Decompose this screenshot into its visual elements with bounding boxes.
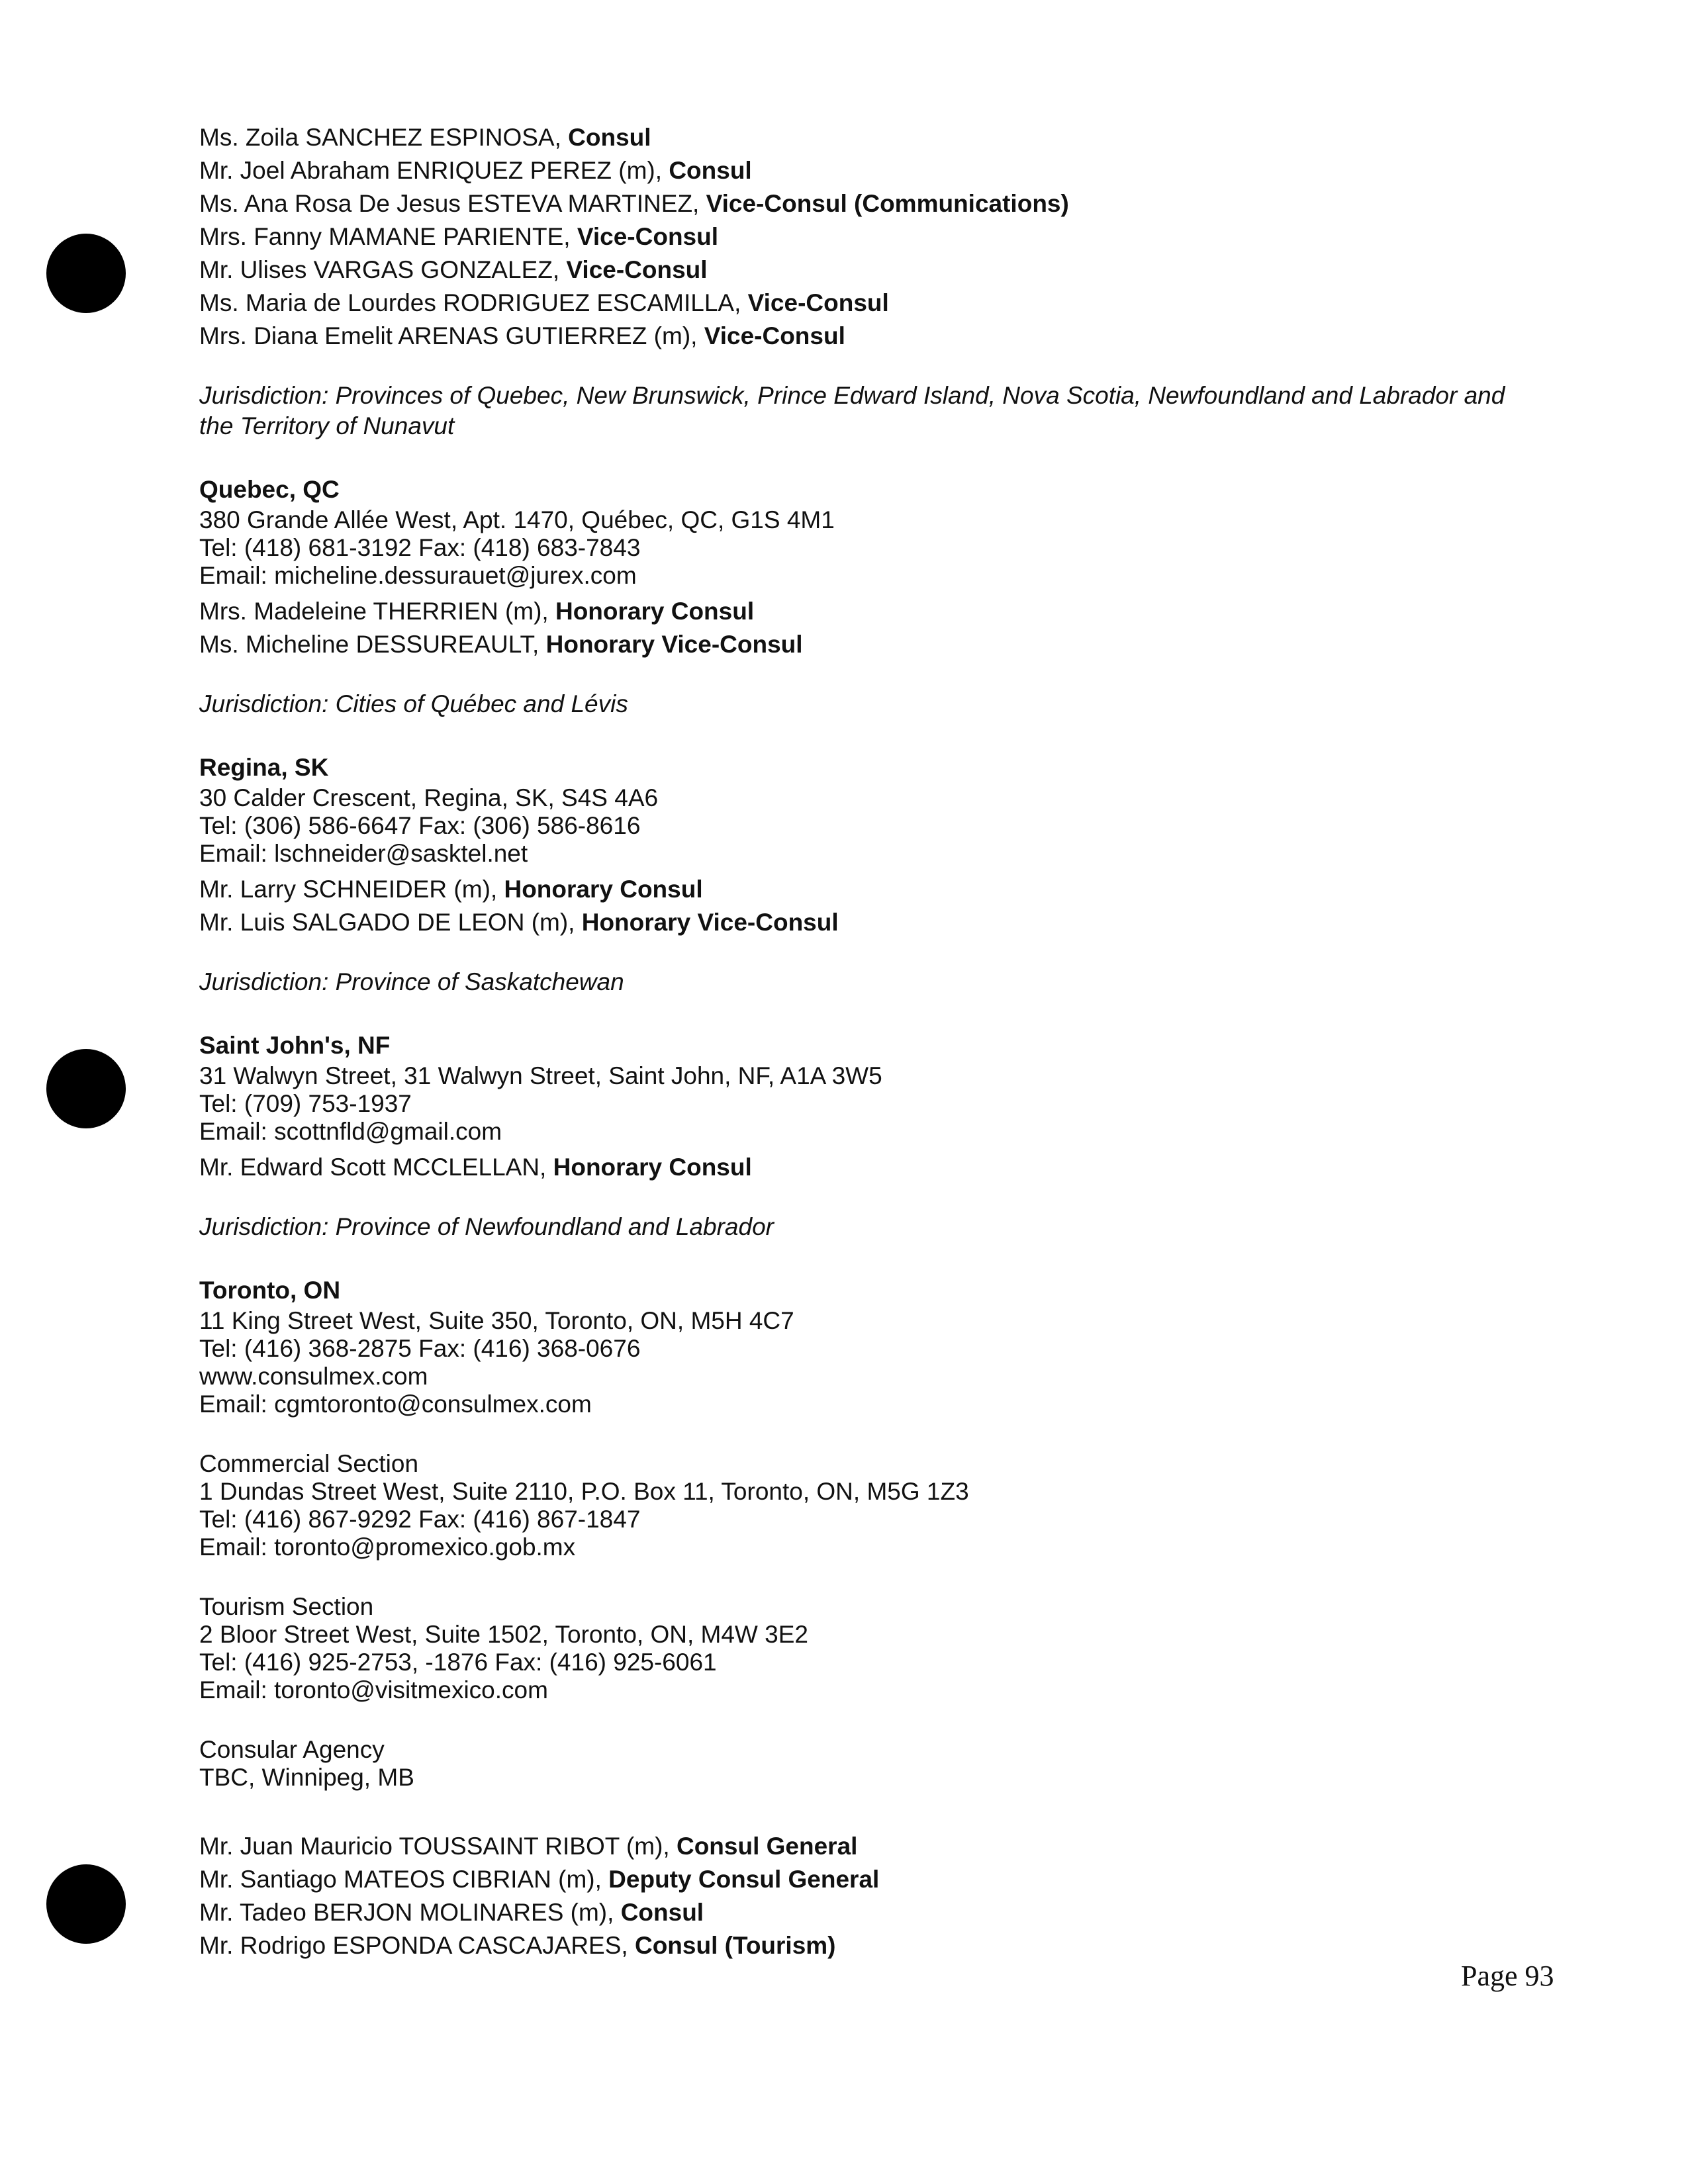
office-website: www.consulmex.com [199,1363,428,1390]
office-city-heading: Quebec, QC [199,476,340,503]
staff-entry: Mr. Ulises VARGAS GONZALEZ, Vice-Consul [199,256,708,283]
document-body [199,121,1523,1962]
jurisdiction-note: Jurisdiction: Province of Saskatchewan [199,968,624,995]
office-quebec [199,473,1523,719]
office-saint-johns [199,1029,1523,1242]
staff-entry: Mr. Rodrigo ESPONDA CASCAJARES, Consul (Tourism) [199,1932,836,1959]
office-phone: Tel: (709) 753-1937 [199,1090,412,1117]
punch-hole [46,1049,126,1128]
jurisdiction-note: Jurisdiction: Province of Newfoundland and Labrador [199,1213,774,1240]
office-city-heading: Regina, SK [199,754,329,781]
staff-entry: Ms. Maria de Lourdes RODRIGUEZ ESCAMILLA, Vice-Consul [199,289,889,316]
office-email: Email: toronto@promexico.gob.mx [199,1533,576,1561]
section-heading: Tourism Section [199,1593,374,1620]
office-address: 380 Grande Allée West, Apt. 1470, Québec, QC, G1S 4M1 [199,506,835,533]
staff-entry: Mr. Santiago MATEOS CIBRIAN (m), Deputy Consul General [199,1866,880,1893]
office-address: 30 Calder Crescent, Regina, SK, S4S 4A6 [199,784,659,811]
office-address: 11 King Street West, Suite 350, Toronto, ON, M5H 4C7 [199,1307,794,1334]
section-heading: Consular Agency [199,1736,385,1763]
office-phone: Tel: (416) 925-2753, -1876 Fax: (416) 925-6061 [199,1649,717,1676]
staff-entry: Ms. Zoila SANCHEZ ESPINOSA, Consul [199,124,651,151]
office-address: 31 Walwyn Street, 31 Walwyn Street, Saint John, NF, A1A 3W5 [199,1062,882,1089]
office-phone: Tel: (416) 867-9292 Fax: (416) 867-1847 [199,1506,641,1533]
staff-entry: Mrs. Fanny MAMANE PARIENTE, Vice-Consul [199,223,719,250]
page-number: Page 93 [1461,1960,1554,1992]
jurisdiction-note: Jurisdiction: Provinces of Quebec, New Brunswick, Prince Edward Island, Nova Scotia, Newfoundland and Labrador and the Territory of Nunavut [199,382,1505,439]
agency-location: TBC, Winnipeg, MB [199,1764,414,1791]
staff-entry: Mr. Luis SALGADO DE LEON (m), Honorary Vice-Consul [199,909,839,936]
office-city-heading: Saint John's, NF [199,1032,391,1059]
office-address: 1 Dundas Street West, Suite 2110, P.O. Box 11, Toronto, ON, M5G 1Z3 [199,1478,969,1505]
tourism-section [199,1593,1523,1704]
office-email: Email: cgmtoronto@consulmex.com [199,1390,592,1418]
staff-entry: Mr. Tadeo BERJON MOLINARES (m), Consul [199,1899,704,1926]
office-email: Email: micheline.dessurauet@jurex.com [199,562,637,589]
staff-entry: Ms. Micheline DESSUREAULT, Honorary Vice-Consul [199,631,803,658]
staff-entry: Mr. Larry SCHNEIDER (m), Honorary Consul [199,876,703,903]
office-toronto [199,1274,1523,1962]
office-address: 2 Bloor Street West, Suite 1502, Toronto, ON, M4W 3E2 [199,1621,808,1648]
office-phone: Tel: (306) 586-6647 Fax: (306) 586-8616 [199,812,641,839]
punch-hole [46,234,126,313]
commercial-section [199,1450,1523,1561]
section-heading: Commercial Section [199,1450,419,1477]
office-email: Email: lschneider@sasktel.net [199,840,528,867]
consulate-staff-list [199,121,1523,353]
staff-entry: Mr. Joel Abraham ENRIQUEZ PEREZ (m), Consul [199,157,752,184]
office-email: Email: scottnfld@gmail.com [199,1118,502,1145]
staff-entry: Mr. Edward Scott MCCLELLAN, Honorary Consul [199,1154,752,1181]
staff-entry: Mr. Juan Mauricio TOUSSAINT RIBOT (m), Consul General [199,1833,858,1860]
jurisdiction-note: Jurisdiction: Cities of Québec and Lévis [199,690,628,717]
office-email: Email: toronto@visitmexico.com [199,1676,548,1704]
office-city-heading: Toronto, ON [199,1277,341,1304]
office-phone: Tel: (418) 681-3192 Fax: (418) 683-7843 [199,534,641,561]
staff-entry: Mrs. Madeleine THERRIEN (m), Honorary Consul [199,598,755,625]
office-phone: Tel: (416) 368-2875 Fax: (416) 368-0676 [199,1335,641,1362]
punch-hole [46,1864,126,1944]
office-regina [199,751,1523,997]
consular-agency [199,1736,1523,1792]
staff-entry: Mrs. Diana Emelit ARENAS GUTIERREZ (m), Vice-Consul [199,322,845,349]
staff-entry: Ms. Ana Rosa De Jesus ESTEVA MARTINEZ, Vice-Consul (Communications) [199,190,1069,217]
